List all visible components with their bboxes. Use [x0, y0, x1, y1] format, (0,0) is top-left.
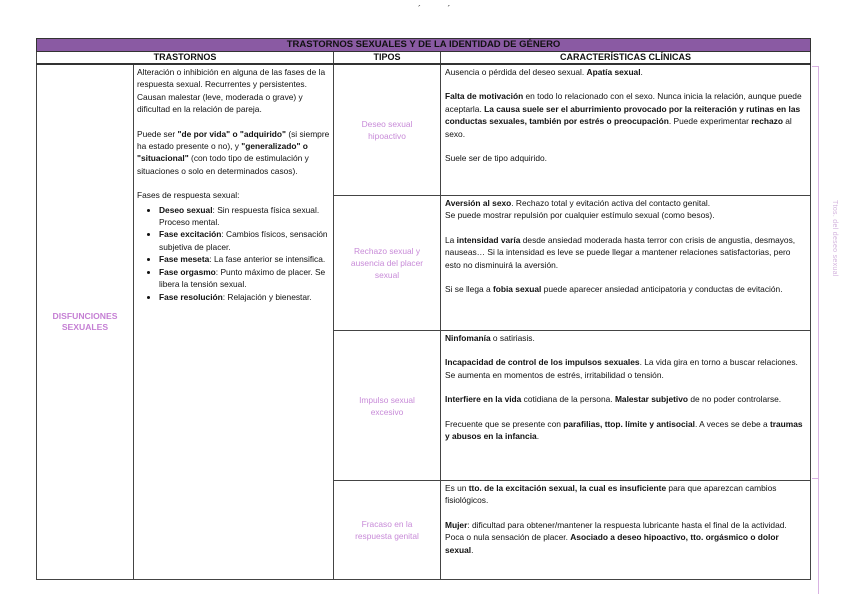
clin-paragraph: [445, 234, 806, 271]
clin-text: .: [640, 67, 643, 77]
clin-bold: Malestar subjetivo: [614, 394, 689, 405]
group-label-line: SEXUALES: [61, 322, 109, 332]
desc-text: (si siempre ha estado presente o no), y: [137, 128, 330, 152]
clin-text: al sexo.: [445, 116, 792, 139]
side-bracket-line: [818, 66, 819, 594]
phase-item: [159, 253, 330, 265]
clinical-rechazo-sexual: [441, 196, 811, 331]
clin-bold: Aversión al sexo: [445, 198, 512, 208]
clin-bold: La causa suele ser el aburrimiento provocado por la reiteración y rutinas en las conductas sexuales, también por estrés o preocupación: [445, 103, 801, 127]
clin-paragraph: [445, 519, 806, 556]
clin-text: de no poder controlarse.: [688, 394, 782, 405]
clin-paragraph: [445, 393, 806, 405]
desc-paragraph: Causan malestar (leve, moderada o grave) y dificultad en la relación de pareja.: [137, 91, 303, 115]
phase-name: Fase excitación: [159, 229, 222, 240]
type-deseo-hipoactivo: [334, 64, 441, 196]
clin-bold: fobia sexual: [492, 284, 542, 295]
type-label-line: excesivo: [370, 406, 404, 417]
clin-bold: tto. de la excitación sexual, la cual es insuficiente: [468, 483, 667, 493]
clin-bold: intensidad varía: [456, 234, 521, 245]
clin-bold: Mujer: [445, 519, 468, 530]
clinical-deseo-hipoactivo: [441, 64, 811, 196]
type-rechazo-sexual: [334, 196, 441, 331]
clin-bold: Interfiere en la vida: [445, 394, 522, 405]
table-header-row: [37, 52, 811, 65]
phase-name: Fase resolución: [159, 291, 223, 302]
disorders-table-wrapper: [36, 38, 810, 580]
type-impulso-excesivo: [334, 331, 441, 481]
type-label-line: Impulso sexual: [359, 394, 415, 405]
side-note: Ttos. del deseo sexual: [831, 200, 838, 277]
clin-bold: rechazo: [751, 116, 783, 127]
table-title-row: [37, 39, 811, 52]
clin-text: . Puede experimentar: [668, 116, 752, 127]
table-row: [37, 64, 811, 196]
clin-bold: traumas y abusos en la infancia: [445, 418, 803, 442]
type-label-line: sexual: [374, 270, 400, 280]
clin-paragraph: [445, 197, 806, 209]
phase-item: [159, 204, 330, 229]
disorder-description: [134, 64, 334, 580]
header-trastornos: TRASTORNOS: [37, 52, 334, 65]
clinical-fracaso-genital: [441, 481, 811, 580]
type-label-line: Deseo sexual: [361, 119, 413, 129]
clin-paragraph: Suele ser de tipo adquirido.: [445, 153, 547, 164]
clin-text: cotidiana de la persona.: [521, 394, 615, 405]
clin-bold: parafilias, ttop. límite y antisocial: [563, 418, 695, 429]
side-bracket-tick: [812, 66, 819, 67]
table-title: TRASTORNOS SEXUALES Y DE LA IDENTIDAD DE GÉNERO: [37, 39, 811, 52]
phase-name: Fase meseta: [159, 254, 210, 265]
clin-bold: Incapacidad de control de los impulsos sexuales: [445, 357, 640, 368]
clin-paragraph: [445, 356, 806, 381]
desc-paragraph: [137, 128, 330, 178]
desc-text: (con todo tipo de estimulación y situaciones o solo en determinados casos).: [137, 153, 309, 176]
clinical-impulso-excesivo: [441, 331, 811, 481]
clin-text: Ausencia o pérdida del deseo sexual.: [445, 67, 587, 77]
clin-text: en todo lo relacionado con el sexo. Nunca inicia la relación, aunque puede aceptarla.: [445, 91, 802, 114]
phase-name: Fase orgasmo: [159, 266, 216, 277]
clin-text: para que aparezcan cambios fisiológicos.: [445, 483, 777, 506]
clin-paragraph: [445, 283, 806, 295]
desc-text: Puede ser: [137, 128, 178, 139]
clin-text: La: [445, 234, 457, 245]
type-label-line: ausencia del placer: [350, 258, 424, 268]
desc-bold: "generalizado" o "situacional": [137, 141, 308, 164]
group-label-disfunciones: [37, 64, 134, 580]
clin-text: o satiriasis.: [490, 333, 535, 343]
clin-text: Si se llega a: [445, 284, 493, 295]
clin-bold: Ninfomanía: [445, 333, 491, 343]
clin-text: . La vida gira en torno a buscar relaciones. Se aumenta en momentos de estrés, irritabilidad o tensión.: [445, 357, 798, 380]
type-label-line: respuesta genital: [355, 531, 419, 541]
top-marks: ´ ´: [418, 4, 463, 14]
clin-bold: Falta de motivación: [445, 91, 524, 102]
clin-text: . Rechazo total y evitación activa del contacto genital.: [511, 198, 711, 208]
clin-text: desde ansiedad moderada hasta terror con crisis de angustia, desmayos, nauseas… Si la intensidad es leve se puede llegar a mantener relaciones satisfactorias, pero esto no disminuirá la aversión.: [445, 234, 796, 270]
type-label-line: Fracaso en la: [361, 519, 413, 529]
clin-text: Es un: [445, 483, 469, 493]
header-tipos: TIPOS: [334, 52, 441, 65]
phase-text: : Sin respuesta física sexual. Proceso mental.: [159, 204, 320, 228]
clin-text: .: [471, 544, 474, 555]
clin-bold: Asociado a deseo hipoactivo, tto. orgásmico o dolor sexual: [445, 532, 779, 555]
desc-bold: "de por vida" o "adquirido": [177, 128, 286, 139]
phase-text: : La fase anterior se intensifica.: [209, 254, 326, 265]
phase-item: [159, 291, 330, 303]
type-label-line: Rechazo sexual y: [353, 246, 421, 256]
clin-paragraph: [445, 418, 806, 443]
clin-text: Frecuente que se presente con: [445, 418, 564, 429]
phase-text: : Punto máximo de placer. Se libera la tensión sexual.: [159, 266, 326, 290]
clin-text: : dificultad para obtener/mantener la respuesta lubricante hasta el final de la actividad. Poca o nula sensación de placer.: [445, 519, 787, 543]
disorders-table: [36, 38, 811, 580]
clin-bold: Apatía sexual: [586, 67, 641, 77]
phase-item: [159, 228, 330, 253]
phase-name: Deseo sexual: [159, 204, 213, 215]
phases-intro: Fases de respuesta sexual:: [137, 190, 240, 201]
clin-paragraph: [445, 332, 806, 344]
clin-text: puede aparecer ansiedad anticipatoria y conductas de evitación.: [541, 284, 783, 295]
type-label-line: hipoactivo: [368, 131, 406, 141]
clin-paragraph: [445, 482, 806, 507]
type-fracaso-genital: [334, 481, 441, 580]
phase-text: : Cambios físicos, sensación subjetiva de placer.: [159, 229, 328, 252]
phase-item: [159, 266, 330, 291]
clin-text: . A veces se debe a: [694, 418, 770, 429]
phases-list: [137, 204, 330, 303]
desc-paragraph: Alteración o inhibición en alguna de las fases de la respuesta sexual. Recurrentes y persistentes.: [137, 67, 326, 90]
header-caracteristicas: CARACTERÍSTICAS CLÍNICAS: [441, 52, 811, 65]
clin-text: .: [536, 431, 540, 442]
group-label-line: DISFUNCIONES: [52, 311, 118, 321]
clin-paragraph: [445, 66, 806, 78]
side-bracket-tick: [812, 478, 819, 479]
phase-text: : Relajación y bienestar.: [222, 291, 312, 302]
clin-paragraph: Se puede mostrar repulsión por cualquier estímulo sexual (como besos).: [445, 210, 715, 221]
clin-paragraph: [445, 90, 806, 140]
